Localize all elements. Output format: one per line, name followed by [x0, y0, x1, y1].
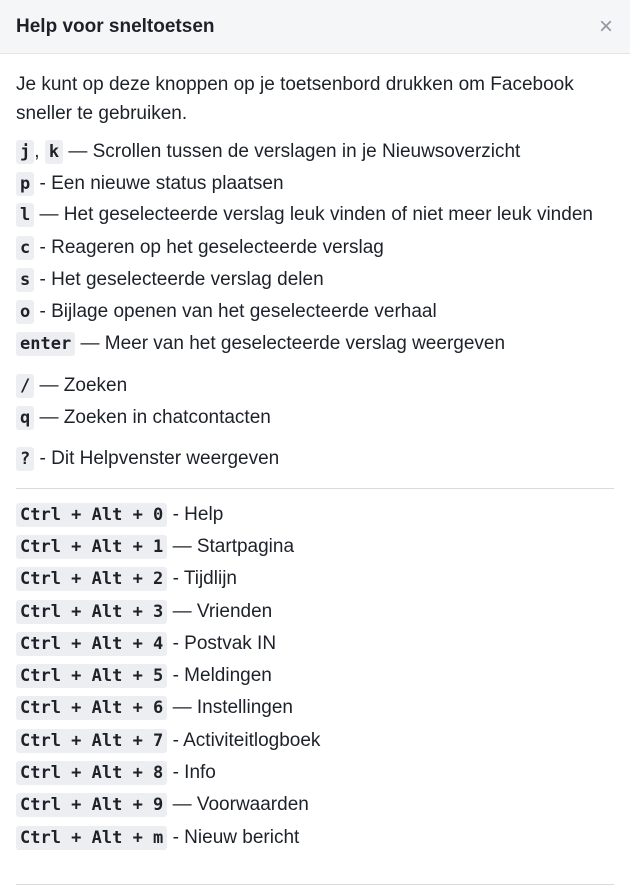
- key-s: s: [16, 268, 34, 292]
- ctrl-shortcut-row: [16, 628, 616, 660]
- dialog-content: [16, 70, 616, 854]
- spacer: [16, 434, 616, 443]
- key-separator: ,: [34, 141, 40, 162]
- shortcut-row-comment: [16, 232, 616, 264]
- close-icon[interactable]: ×: [598, 13, 613, 40]
- ctrl-alt-combo: Ctrl + Alt + m: [16, 826, 167, 850]
- ctrl-shortcut-row: [16, 692, 616, 724]
- ctrl-alt-combo: Ctrl + Alt + 9: [16, 793, 167, 817]
- ctrl-alt-combo: Ctrl + Alt + 1: [16, 535, 167, 559]
- shortcut-row-search-chat: [16, 402, 616, 434]
- shortcut-row-share: [16, 264, 616, 296]
- ctrl-alt-combo: Ctrl + Alt + 6: [16, 696, 167, 720]
- bottom-divider: [16, 884, 614, 885]
- key-question-mark: ?: [16, 447, 34, 471]
- spacer: [16, 361, 616, 370]
- shortcut-desc: - Een nieuwe status plaatsen: [34, 173, 284, 195]
- dialog-title: Help voor sneltoetsen: [16, 16, 215, 37]
- ctrl-shortcut-row: [16, 725, 616, 757]
- ctrl-alt-combo: Ctrl + Alt + 8: [16, 761, 167, 785]
- intro-text: Je kunt op deze knoppen op je toetsenbord drukken om Facebook sneller te gebruiken.: [16, 74, 574, 124]
- shortcut-row-post-status: [16, 168, 616, 200]
- shortcut-desc: — Het geselecteerde verslag leuk vinden of niet meer leuk vinden: [34, 203, 593, 225]
- key-q: q: [16, 406, 34, 430]
- ctrl-alt-combo: Ctrl + Alt + 0: [16, 503, 167, 527]
- ctrl-alt-combo: Ctrl + Alt + 4: [16, 632, 167, 656]
- shortcut-row-scroll: [16, 136, 616, 168]
- shortcut-desc: — Scrollen tussen de verslagen in je Nieuwsoverzicht: [63, 141, 521, 162]
- shortcut-row-like: [16, 201, 616, 229]
- shortcut-row-open-attachment: [16, 296, 616, 328]
- shortcut-desc: — Zoeken in chatcontacten: [34, 407, 271, 429]
- shortcut-desc: - Meldingen: [167, 665, 272, 687]
- shortcut-desc: — Instellingen: [167, 697, 293, 719]
- ctrl-shortcut-row: [16, 789, 616, 821]
- shortcut-desc: - Info: [167, 762, 216, 784]
- key-p: p: [16, 172, 34, 196]
- shortcut-desc: - Help: [167, 503, 224, 525]
- shortcut-desc: - Het geselecteerde verslag delen: [34, 268, 324, 290]
- dialog-header: [0, 0, 630, 54]
- shortcut-row-search: [16, 370, 616, 402]
- ctrl-shortcut-row: [16, 563, 616, 595]
- ctrl-shortcut-row: [16, 531, 616, 563]
- ctrl-shortcut-row: [16, 757, 616, 789]
- shortcut-desc: — Vrienden: [167, 600, 273, 622]
- ctrl-shortcut-row: [16, 499, 616, 531]
- key-l: l: [16, 203, 34, 227]
- ctrl-alt-combo: Ctrl + Alt + 2: [16, 567, 167, 591]
- shortcut-row-see-more: [16, 328, 616, 360]
- ctrl-alt-combo: Ctrl + Alt + 7: [16, 729, 167, 753]
- shortcut-desc: - Activiteitlogboek: [167, 729, 321, 751]
- shortcut-desc: - Nieuw bericht: [167, 826, 300, 848]
- ctrl-alt-combo: Ctrl + Alt + 5: [16, 664, 167, 688]
- key-k: k: [45, 140, 63, 164]
- ctrl-shortcut-row: [16, 822, 616, 854]
- shortcut-desc: — Voorwaarden: [167, 794, 309, 816]
- shortcut-desc: - Bijlage openen van het geselecteerde verhaal: [34, 301, 437, 323]
- ctrl-alt-combo: Ctrl + Alt + 3: [16, 600, 167, 624]
- shortcut-desc: - Tijdlijn: [167, 568, 237, 590]
- key-c: c: [16, 236, 34, 260]
- key-slash: /: [16, 374, 34, 398]
- shortcut-row-help-window: [16, 443, 616, 475]
- ctrl-shortcut-row: [16, 596, 616, 628]
- key-j: j: [16, 140, 34, 164]
- shortcut-desc: - Dit Helpvenster weergeven: [34, 448, 280, 470]
- shortcut-desc: — Startpagina: [167, 535, 295, 557]
- shortcut-desc: - Postvak IN: [167, 632, 277, 654]
- ctrl-shortcut-row: [16, 660, 616, 692]
- shortcut-desc: — Zoeken: [34, 374, 128, 396]
- shortcut-desc: — Meer van het geselecteerde verslag weergeven: [75, 333, 506, 355]
- shortcut-desc: - Reageren op het geselecteerde verslag: [34, 236, 384, 258]
- key-o: o: [16, 300, 34, 324]
- section-divider: [16, 488, 614, 489]
- key-enter: enter: [16, 332, 75, 356]
